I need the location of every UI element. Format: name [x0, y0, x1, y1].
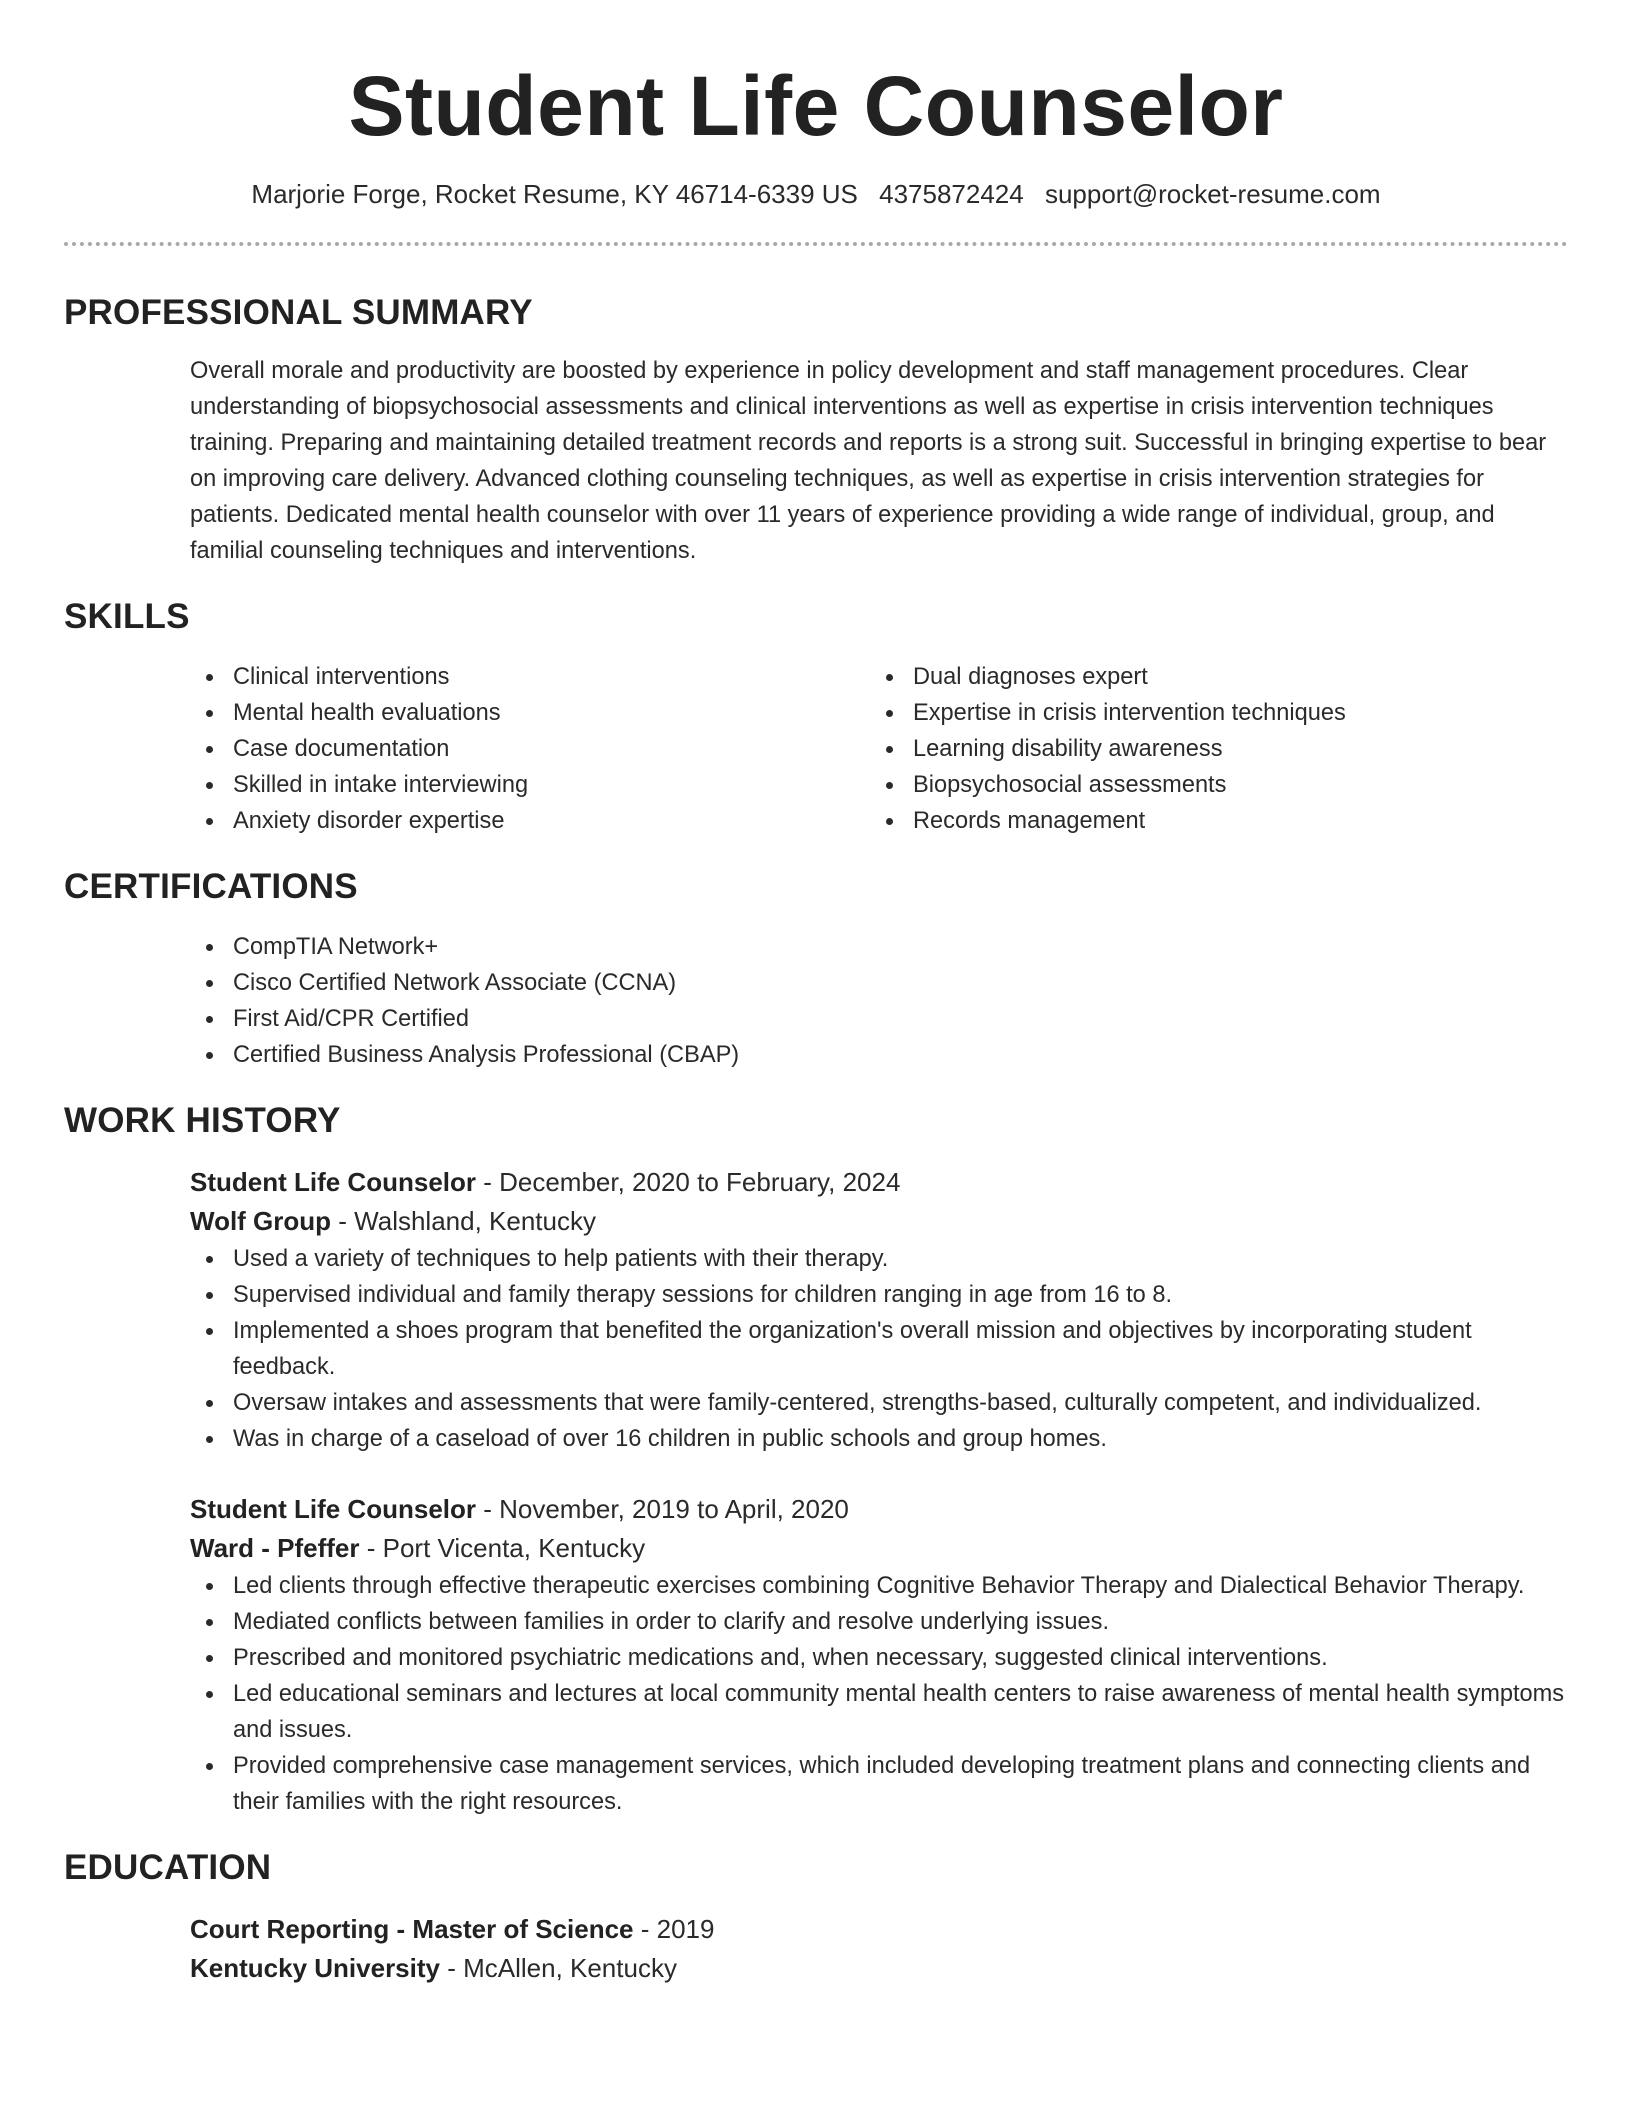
- job-duty-item: Supervised individual and family therapy sessions for children ranging in age from 16 to 8.: [190, 1277, 1568, 1313]
- job-location: - Walshland, Kentucky: [331, 1206, 596, 1236]
- job-duty-item: Led clients through effective therapeutic exercises combining Cognitive Behavior Therapy and Dialectical Behavior Therapy.: [190, 1568, 1568, 1604]
- contact-address: Marjorie Forge, Rocket Resume, KY 46714-6339 US: [251, 179, 858, 209]
- certifications-heading: CERTIFICATIONS: [64, 867, 358, 906]
- job-dates: - November, 2019 to April, 2020: [476, 1494, 849, 1524]
- skill-item: Records management: [870, 803, 1550, 839]
- education-heading: EDUCATION: [64, 1848, 272, 1887]
- skill-item: Biopsychosocial assessments: [870, 767, 1550, 803]
- certification-item: CompTIA Network+: [190, 929, 1568, 965]
- job-dates: - December, 2020 to February, 2024: [476, 1167, 901, 1197]
- education-year: - 2019: [633, 1914, 715, 1944]
- job-company: Ward - Pfeffer: [190, 1533, 360, 1563]
- skills-column-left: [190, 659, 870, 839]
- job-duties: [190, 1241, 1568, 1457]
- certification-item: Certified Business Analysis Professional (CBAP): [190, 1037, 1568, 1073]
- skill-item: Case documentation: [190, 731, 870, 767]
- job-title-line: [190, 1163, 1568, 1202]
- skills-list: [190, 659, 1568, 839]
- job-duty-item: Implemented a shoes program that benefited the organization's overall mission and objectives by incorporating student feedback.: [190, 1313, 1568, 1385]
- education-entry: [190, 1910, 1568, 1988]
- skill-item: Dual diagnoses expert: [870, 659, 1550, 695]
- job-role: Student Life Counselor: [190, 1167, 476, 1197]
- education-location: - McAllen, Kentucky: [439, 1953, 677, 1983]
- job-duty-item: Was in charge of a caseload of over 16 children in public schools and group homes.: [190, 1421, 1568, 1457]
- skill-item: Anxiety disorder expertise: [190, 803, 870, 839]
- job-duty-item: Oversaw intakes and assessments that were family-centered, strengths-based, culturally competent, and individualized.: [190, 1385, 1568, 1421]
- job-duty-item: Led educational seminars and lectures at local community mental health centers to raise awareness of mental health symptoms and issues.: [190, 1676, 1568, 1748]
- job-company-line: [190, 1202, 1568, 1241]
- contact-line: [64, 178, 1568, 210]
- certification-item: First Aid/CPR Certified: [190, 1001, 1568, 1037]
- header-divider: [64, 242, 1568, 246]
- education-degree: Court Reporting - Master of Science: [190, 1914, 634, 1944]
- skill-item: Expertise in crisis intervention techniques: [870, 695, 1550, 731]
- job-entry: [190, 1163, 1568, 1457]
- job-title-line: [190, 1490, 1568, 1529]
- education-school-line: [190, 1949, 1568, 1988]
- job-location: - Port Vicenta, Kentucky: [359, 1533, 646, 1563]
- summary-heading: PROFESSIONAL SUMMARY: [64, 293, 533, 332]
- certifications-list: [190, 929, 1568, 1073]
- skill-item: Clinical interventions: [190, 659, 870, 695]
- job-duty-item: Provided comprehensive case management services, which included developing treatment plans and connecting clients and their families with the right resources.: [190, 1748, 1568, 1820]
- skills-heading: SKILLS: [64, 597, 190, 636]
- education-school: Kentucky University: [190, 1953, 440, 1983]
- education-degree-line: [190, 1910, 1568, 1949]
- skill-item: Learning disability awareness: [870, 731, 1550, 767]
- skill-item: Skilled in intake interviewing: [190, 767, 870, 803]
- skills-column-right: [870, 659, 1550, 839]
- job-role: Student Life Counselor: [190, 1494, 476, 1524]
- candidate-name: Student Life Counselor: [348, 59, 1284, 153]
- job-duty-item: Prescribed and monitored psychiatric medications and, when necessary, suggested clinical interventions.: [190, 1640, 1568, 1676]
- contact-phone: 4375872424: [879, 179, 1024, 209]
- contact-email: support@rocket-resume.com: [1044, 179, 1381, 209]
- job-company: Wolf Group: [190, 1206, 332, 1236]
- work-history-heading: WORK HISTORY: [64, 1101, 341, 1140]
- certification-item: Cisco Certified Network Associate (CCNA): [190, 965, 1568, 1001]
- job-company-line: [190, 1529, 1568, 1568]
- job-duty-item: Mediated conflicts between families in order to clarify and resolve underlying issues.: [190, 1604, 1568, 1640]
- job-duty-item: Used a variety of techniques to help patients with their therapy.: [190, 1241, 1568, 1277]
- job-duties: [190, 1568, 1568, 1820]
- summary-text: Overall morale and productivity are boosted by experience in policy development and staff management procedures. Clear understanding of biopsychosocial assessments and clinical interventions as well as expertise in crisis intervention techniques training. Preparing and maintaining detailed treatment records and reports is a strong suit. Successful in bringing expertise to bear on improving care delivery. Advanced clothing counseling techniques, as well as expertise in crisis intervention strategies for patients. Dedicated mental health counselor with over 11 years of experience providing a wide range of individual, group, and familial counseling techniques and interventions.: [190, 358, 1547, 564]
- job-entry: [190, 1490, 1568, 1820]
- skill-item: Mental health evaluations: [190, 695, 870, 731]
